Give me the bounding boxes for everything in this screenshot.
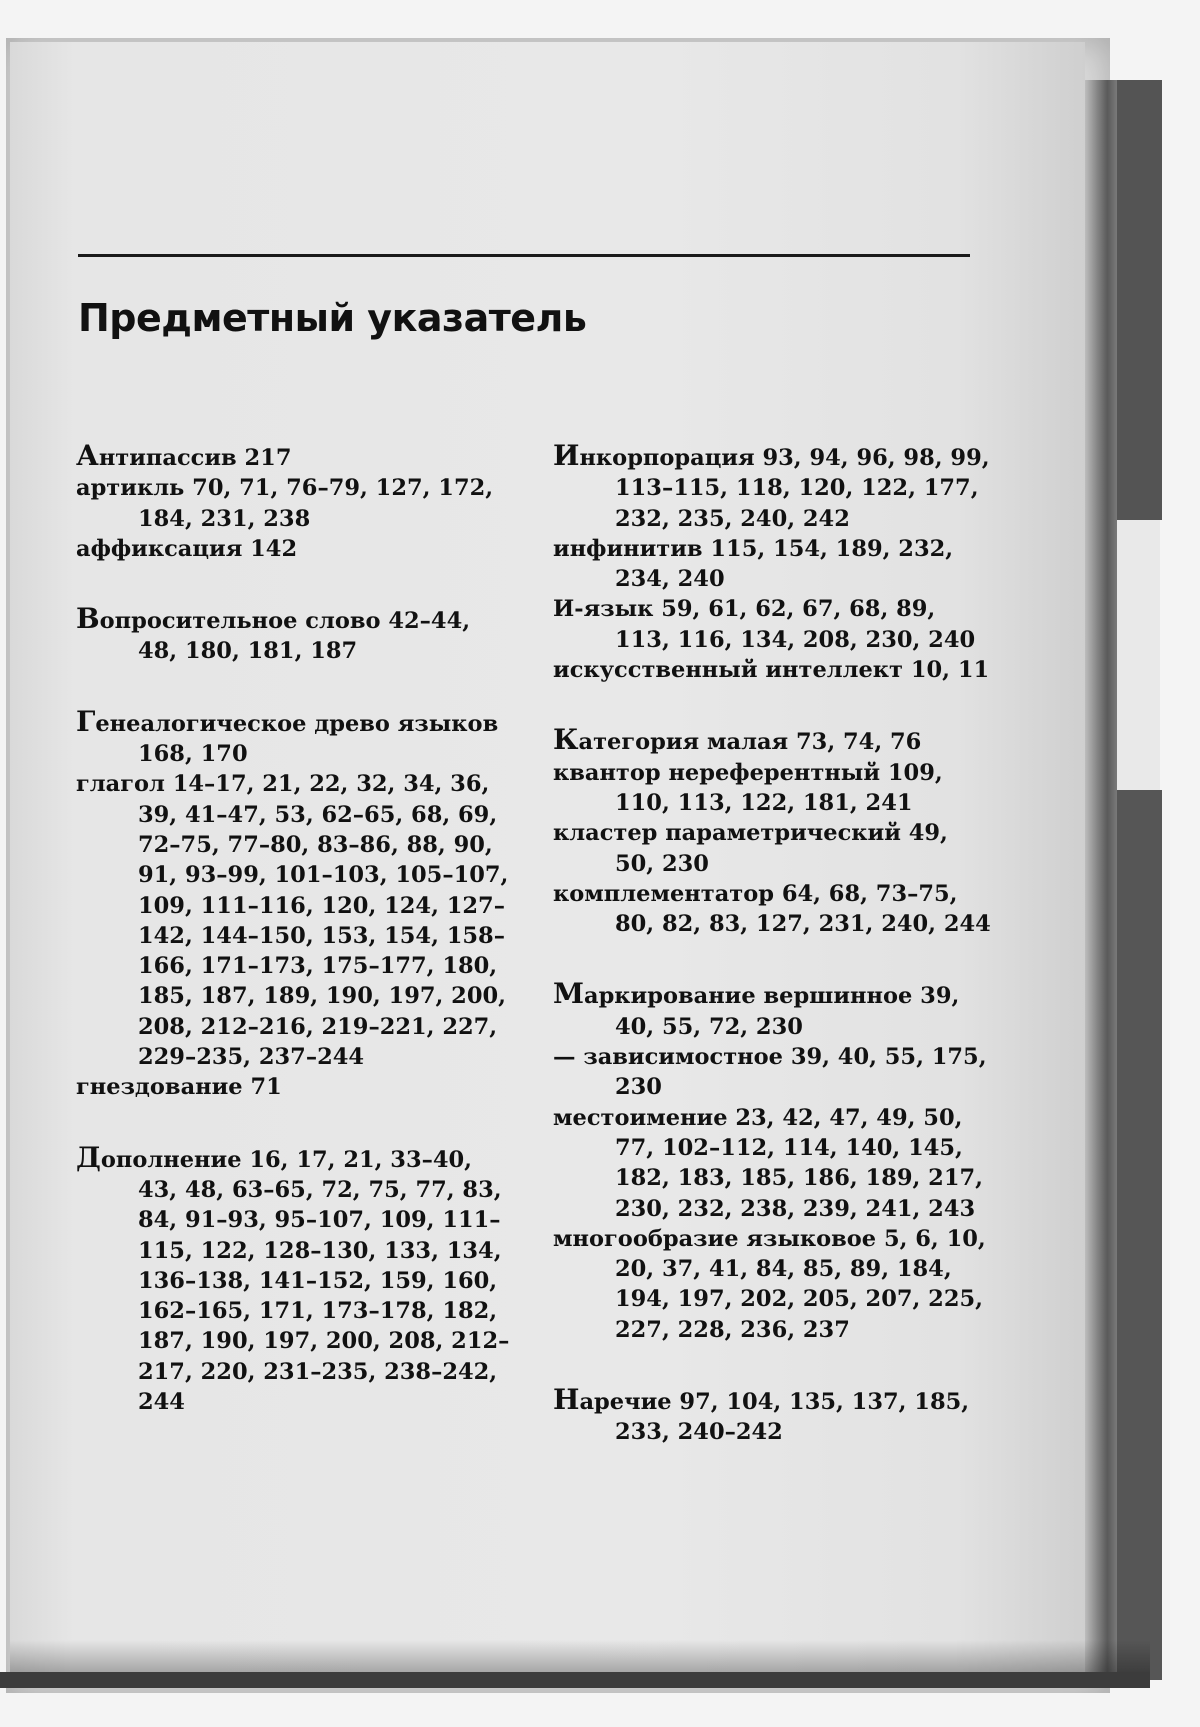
index-term: [553, 760, 880, 786]
index-page-refs: 217: [244, 445, 292, 471]
index-entry: [553, 979, 993, 1042]
letter-group-gap: [76, 667, 516, 707]
index-term-text: нкорпорация: [579, 445, 755, 471]
letter-group-gap: [553, 685, 993, 725]
index-entry: [553, 818, 993, 879]
index-page-refs: 70, 71, 76–79, 127, 172, 184, 231, 238: [138, 475, 494, 532]
index-entry: [553, 1103, 993, 1224]
index-term: [553, 439, 755, 472]
index-page-refs: 168, 170: [138, 741, 248, 768]
index-term: [553, 1226, 876, 1252]
scan-bottom-edge: [0, 1672, 1150, 1688]
index-page-refs: 97, 104, 135, 137, 185, 233, 240–242: [615, 1389, 970, 1446]
index-term-text: искусственный интеллект: [553, 657, 903, 684]
index-page-refs: 10, 11: [910, 657, 990, 684]
index-term-text: опросительное слово: [99, 608, 381, 635]
index-term: [553, 977, 913, 1011]
index-term-text: артикль: [76, 475, 185, 502]
index-entry: [553, 1042, 993, 1103]
index-term: [553, 1044, 783, 1070]
index-term: [553, 1105, 728, 1131]
group-initial-letter: Г: [76, 704, 96, 738]
index-page-refs: 42–44, 48, 180, 181, 187: [138, 608, 471, 665]
letter-group-gap: [553, 939, 993, 979]
index-entry: [76, 769, 516, 1072]
index-entry: [76, 1072, 516, 1102]
index-term: [553, 596, 653, 622]
index-term-text: инфинитив: [553, 535, 703, 562]
index-term-text: атегория малая: [578, 729, 789, 756]
index-page-refs: 39, 40, 55, 72, 230: [615, 983, 960, 1040]
index-entry: [76, 1140, 516, 1418]
index-column-left: [76, 441, 516, 1417]
book-spine-light-band: [1112, 520, 1160, 790]
index-term: [553, 1383, 672, 1417]
index-term-text: И-язык: [553, 596, 654, 623]
index-page-refs: 93, 94, 96, 98, 99, 113–115, 118, 120, 122, 177, 232, 235, 240, 242: [615, 445, 990, 532]
index-term: [76, 536, 242, 562]
index-entry: [76, 473, 516, 534]
index-term: [76, 1140, 242, 1174]
index-term-text: глагол: [76, 771, 165, 798]
index-page-refs: 49, 50, 230: [615, 820, 948, 877]
group-initial-letter: И: [553, 439, 580, 472]
index-page-refs: 73, 74, 76: [796, 729, 922, 756]
index-entry: [76, 704, 516, 770]
index-term-text: ополнение: [100, 1146, 242, 1173]
letter-group-gap: [76, 1103, 516, 1143]
index-entry: [553, 534, 993, 595]
index-term-text: комплементатор: [553, 880, 774, 907]
index-term: [76, 475, 184, 501]
index-entry: [553, 1224, 993, 1345]
index-entry: [553, 758, 993, 819]
index-term: [553, 536, 703, 562]
index-term-text: гнездование: [76, 1074, 243, 1101]
index-term-text: аркирование вершинное: [584, 983, 913, 1010]
index-entry: [76, 534, 516, 564]
index-term-text: многообразие языковое: [553, 1225, 877, 1252]
index-term: [76, 704, 499, 738]
index-entry: [553, 725, 993, 757]
index-page-refs: 115, 154, 189, 232, 234, 240: [615, 535, 954, 593]
index-term-text: аффиксация: [76, 535, 243, 562]
group-initial-letter: В: [76, 602, 100, 636]
group-initial-letter: А: [76, 439, 99, 472]
index-term-text: — зависимостное: [553, 1044, 783, 1071]
index-entry: [76, 441, 516, 473]
index-term-text: нтипассив: [98, 445, 237, 471]
page-title: Предметный указатель: [78, 296, 587, 340]
index-term-text: кластер параметрический: [553, 820, 901, 847]
index-page-refs: 5, 6, 10, 20, 37, 41, 84, 85, 89, 184, 194, 197, 202, 205, 207, 225, 227, 228, 236, 237: [615, 1225, 986, 1343]
index-entry: [553, 594, 993, 655]
index-page-refs: 71: [250, 1074, 282, 1101]
book-spine-edge: [1085, 80, 1117, 1680]
letter-group-gap: [76, 564, 516, 604]
index-page-refs: 59, 61, 62, 67, 68, 89, 113, 116, 134, 208, 230, 240: [615, 596, 976, 653]
index-entry: [553, 655, 993, 685]
index-term: [76, 602, 381, 636]
index-page-refs: 23, 42, 47, 49, 50, 77, 102–112, 114, 140, 145, 182, 183, 185, 186, 189, 217, 230, 232, 238, 239, 241, 243: [615, 1104, 983, 1222]
book-spine-dark-top: [1112, 80, 1162, 520]
book-spine-dark-bottom: [1112, 790, 1162, 1680]
index-page-refs: 109, 110, 113, 122, 181, 241: [615, 759, 943, 816]
index-term: [76, 1074, 243, 1100]
group-initial-letter: К: [553, 723, 579, 757]
index-page-refs: 39, 40, 55, 175, 230: [615, 1044, 987, 1101]
group-initial-letter: М: [553, 977, 584, 1011]
index-term: [553, 657, 903, 683]
index-term: [76, 771, 165, 797]
index-term-text: квантор нереферентный: [553, 759, 881, 786]
index-entry: [553, 441, 993, 534]
index-column-right: [553, 441, 993, 1448]
group-initial-letter: Д: [76, 1140, 101, 1174]
index-term-text: местоимение: [553, 1104, 728, 1131]
index-term: [553, 820, 901, 846]
index-term: [76, 439, 237, 472]
index-entry: [76, 604, 516, 667]
index-term: [553, 881, 774, 907]
letter-group-gap: [553, 1345, 993, 1385]
index-page-refs: 142: [250, 535, 298, 562]
index-term-text: аречие: [579, 1389, 672, 1416]
index-page-refs: 14–17, 21, 22, 32, 34, 36, 39, 41–47, 53, 62–65, 68, 69, 72–75, 77–80, 83–86, 88, 90, 91, 93–99, 101–103, 105–107, 109, 111–116, 120, 124, 127–142, 144–150, 153, 154, 158–166, 171–173, 175–177, 180, 185, 187, 189, 190, 197, 200, 208, 212–216, 219–221, 227, 229–235, 237–244: [138, 771, 509, 1071]
index-entry: [553, 879, 993, 940]
index-term-text: енеалогическое древо языков: [95, 710, 499, 737]
index-page-refs: 16, 17, 21, 33–40, 43, 48, 63–65, 72, 75, 77, 83, 84, 91–93, 95–107, 109, 111–115, 122, 128–130, 133, 134, 136–138, 141–152, 159, 160, 162–165, 171, 173–178, 182, 187, 190, 197, 200, 208, 212–217, 220, 231–235, 238–242, 244: [138, 1146, 510, 1416]
index-page-refs: 64, 68, 73–75, 80, 82, 83, 127, 231, 240, 244: [615, 880, 991, 938]
index-term: [553, 723, 789, 757]
index-entry: [553, 1385, 993, 1448]
group-initial-letter: Н: [553, 1383, 580, 1417]
header-rule: [78, 254, 970, 257]
